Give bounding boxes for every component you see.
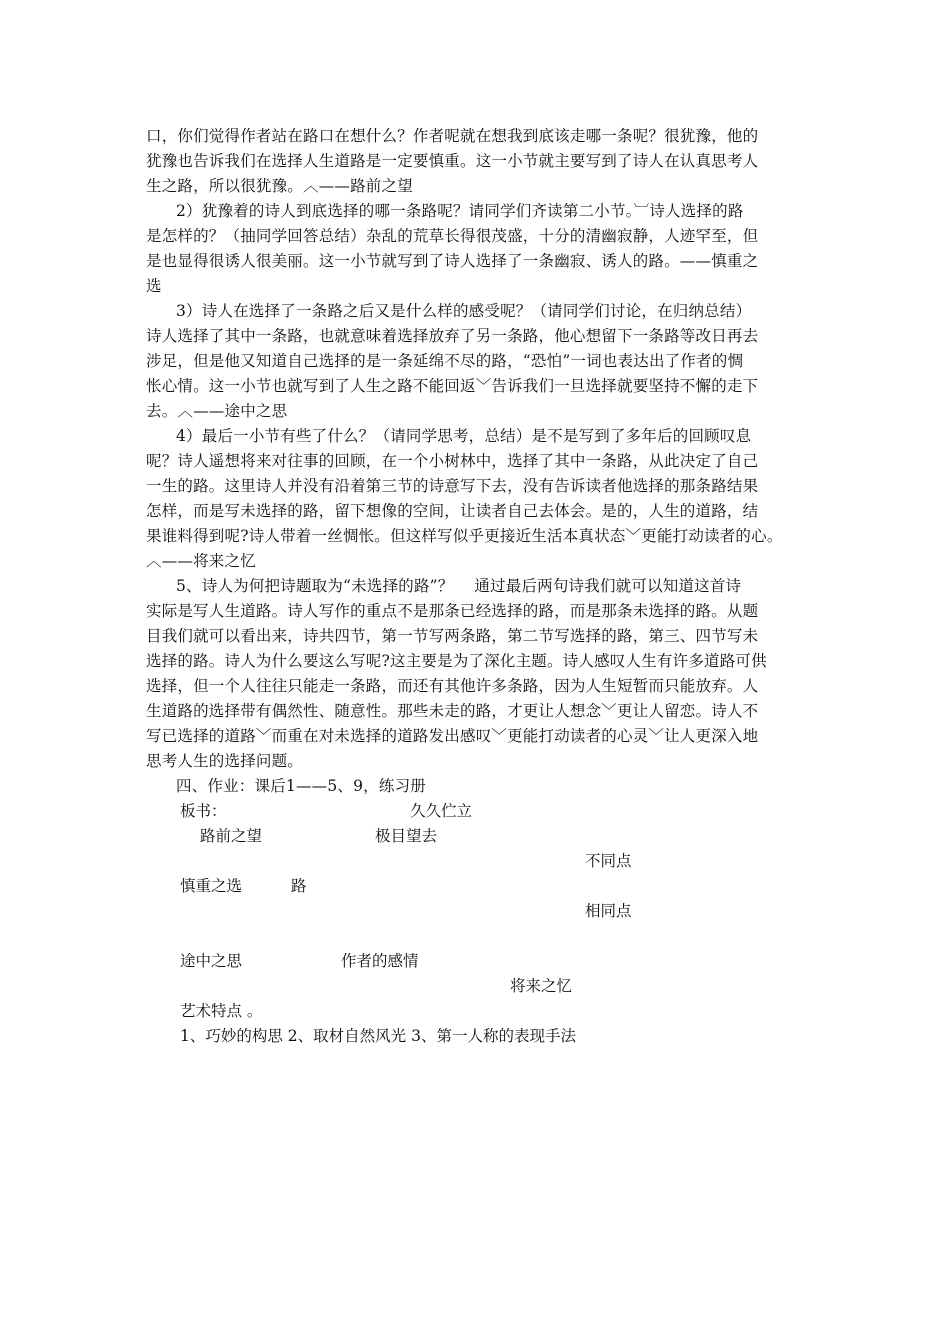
text-line: 口，你们觉得作者站在路口在想什么？作者呢就在想我到底该走哪一条呢？很犹豫，他的 [146,127,759,145]
text-line: 诗人选择了其中一条路，也就意味着选择放弃了另一条路，他心想留下一条路等改日再去 [146,327,759,345]
board-label: 板书： [180,802,227,820]
text-line: 选择的路。诗人为什么要这么写呢?这主要是为了深化主题。诗人感叹人生有许多道路可供 [146,652,767,670]
text-line: 选择，但一个人往往只能走一条路，而还有其他许多条路，因为人生短暂而只能放弃。人 [146,677,759,695]
text-line: 去。︿——途中之思 [146,402,288,420]
board-difference: 不同点 [585,852,632,870]
text-line: 是也显得很诱人很美丽。这一小节就写到了诗人选择了一条幽寂、诱人的路。——慎重之 [146,252,759,270]
text-line: 生道路的选择带有偶然性、随意性。那些未走的路，才更让人想念﹀更让人留恋。诗人不 [146,702,759,720]
text-line: 实际是写人生道路。诗人写作的重点不是那条已经选择的路，而是那条未选择的路。从题 [146,602,759,620]
text-line: 2）犹豫着的诗人到底选择的哪一条路呢？请同学们齐读第二小节。︺诗人选择的路 [176,202,744,220]
board-top: 久久伫立 [410,802,473,820]
board-road: 路 [291,877,307,895]
text-line: 是怎样的？（抽同学回答总结）杂乱的荒草长得很茂盛，十分的清幽寂静，人迹罕至，但 [146,227,759,245]
text-line: 4）最后一小节有些了什么？（请同学思考，总结）是不是写到了多年后的回顾叹息 [176,427,752,445]
homework-line: 四、作业：课后1——5、9，练习册 [176,777,426,795]
text-line: 犹豫也告诉我们在选择人生道路是一定要慎重。这一小节就主要写到了诗人在认真思考人 [146,152,759,170]
board-gaze: 极目望去 [375,827,438,845]
text-line: 5、诗人为何把诗题取为“未选择的路”？ 通过最后两句诗我们就可以知道这首诗 [176,577,742,595]
board-road-front: 路前之望 [200,827,263,845]
text-line: 一生的路。这里诗人并没有沿着第三节的诗意写下去，没有告诉读者他选择的那条路结果 [146,477,759,495]
text-line: 写已选择的道路﹀而重在对未选择的道路发出感叹﹀更能打动读者的心灵﹀让人更深入地 [146,727,759,745]
board-author-feeling: 作者的感情 [341,952,419,970]
text-line: 目我们就可以看出来，诗共四节，第一节写两条路，第二节写选择的路，第三、四节写未 [146,627,759,645]
text-line: 生之路，所以很犹豫。︿——路前之望 [146,177,413,195]
text-line: 怅心情。这一小节也就写到了人生之路不能回返﹀告诉我们一旦选择就要坚持不懈的走下 [146,377,759,395]
art-features-title: 艺术特点 。 [180,1002,263,1020]
text-line: 果谁料得到呢?诗人带着一丝惆怅。但这样写似乎更接近生活本真状态﹀更能打动读者的心。 [146,527,783,545]
text-line: 涉足，但是他又知道自己选择的是一条延绵不尽的路，“恐怕”一词也表达出了作者的惆 [146,352,744,370]
board-midway-thought: 途中之思 [180,952,243,970]
text-line: 3）诗人在选择了一条路之后又是什么样的感受呢？（请同学们讨论，在归纳总结） [176,302,752,320]
board-future-memory: 将来之忆 [510,977,573,995]
text-line: ︿——将来之忆 [146,552,256,570]
text-line: 思考人生的选择问题。 [146,752,304,770]
text-line: 呢？诗人遥想将来对往事的回顾，在一个小树林中，选择了其中一条路，从此决定了自己 [146,452,759,470]
board-careful-choice: 慎重之选 [180,877,243,895]
text-line: 怎样，而是写未选择的路，留下想像的空间，让读者自己去体会。是的，人生的道路，结 [146,502,759,520]
art-features-list: 1、巧妙的构思 2、取材自然风光 3、第一人称的表现手法 [180,1027,576,1045]
text-line: 选 [146,277,162,295]
board-similarity: 相同点 [585,902,632,920]
